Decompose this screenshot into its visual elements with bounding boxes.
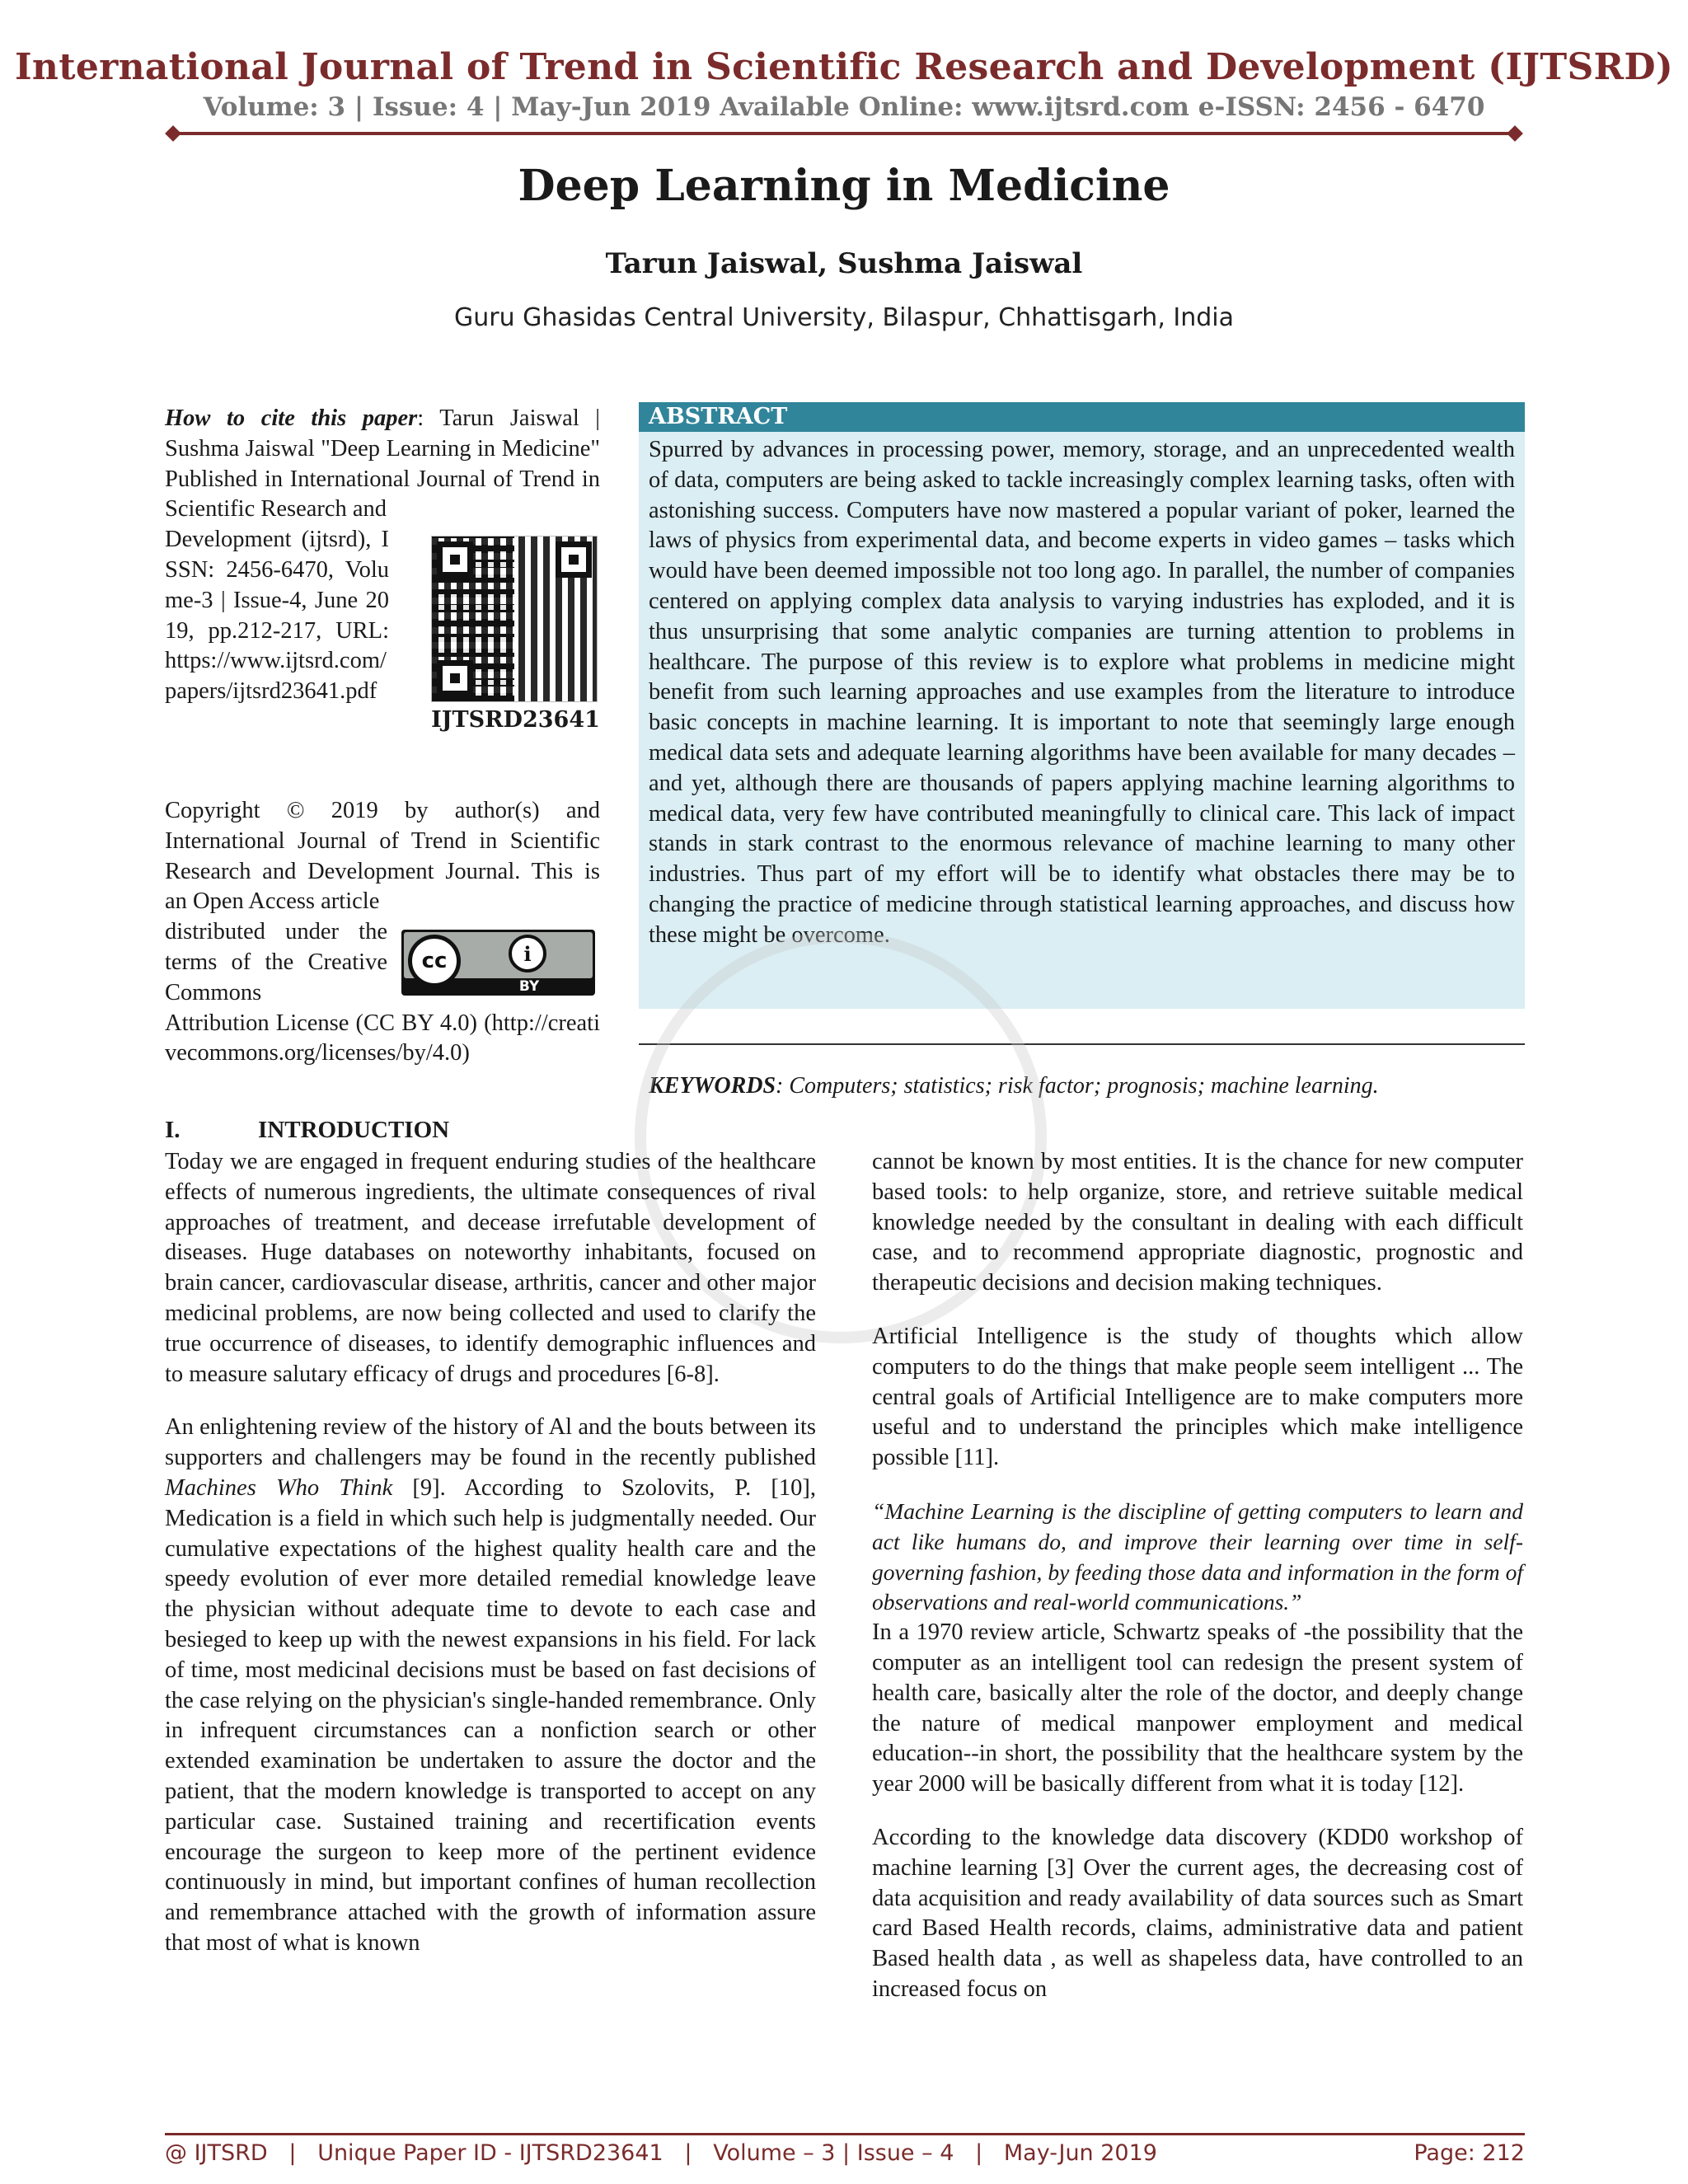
abstract-text: Spurred by advances in processing power, memory, storage, and an unprecedented wealth of data, computers are being asked to tackle increasingly complex learning tasks, often with astonishing success. Computers have now mastered a popular variant of poker, learned the laws of physics from experimental data, and become experts in video games – tasks which would have been deemed impossible not too long ago. In parallel, the number of companies centered on applying complex data analysis to varying industries has exploded, and it is thus unsurprising that some analytic companies are turning attention to problems in healthcare. The purpose of this review is to explore what problems in medicine might benefit from such learning approaches and use examples from the literature to introduce basic concepts in machine learning. It is important to note that seemingly large enough medical data sets and adequate learning algorithms have been available for many decades – and yet, although there are thousands of papers applying machine learning algorithms to medical data, very few have contributed meaningfully to clinical care. This lack of impact stands in stark contrast to the enormous relevance of machine learning to many other industries. Thus part of my effort will be to identify what obstacles there may be to changing the practice of medicine through statistical learning approaches, and discuss how these might be overcome.: [649, 437, 1515, 948]
paper-affiliation: Guru Ghasidas Central University, Bilaspur, Chhattisgarh, India: [453, 303, 1235, 332]
intro-paragraph-2: [165, 1413, 816, 1958]
footer-rule: [165, 2133, 1525, 2135]
footer-date: May-Jun 2019: [1003, 2140, 1157, 2166]
keywords-rule: [639, 1043, 1525, 1045]
copyright-text-narrow: distributed under the terms of the Creative Commons: [165, 919, 387, 1005]
footer-volume: Volume – 3 | Issue – 4: [713, 2140, 954, 2166]
by-label: BY: [518, 978, 540, 995]
ml-definition-quote: “Machine Learning is the discipline of getting computers to learn and act like humans do, and improve their learning over time in self-governing fashion, by feeding those data and information in the form of observations and real-world communications.”: [872, 1497, 1523, 1615]
citation-label: How to cite this paper: [165, 405, 418, 431]
footer-org: @ IJTSRD: [165, 2140, 268, 2166]
header-rule: [173, 132, 1515, 135]
qr-code-image: [431, 536, 598, 702]
journal-meta: Volume: 3 | Issue: 4 | May-Jun 2019 Available Online: www.ijtsrd.com e-ISSN: 2456 - 6470: [203, 92, 1485, 122]
abstract-heading: ABSTRACT: [639, 402, 1525, 432]
cc-by-license-badge[interactable]: [401, 930, 595, 996]
intro-paragraph-4: Artificial Intelligence is the study of thoughts which allow computers to do the things that make people seem intelligent ... The central goals of Artificial Intelligence are to make computers more useful and to understand the principles which make intelligence possible [11].: [872, 1323, 1523, 1471]
intro-paragraph-6: According to the knowledge data discovery (KDD0 workshop of machine learning [3] Over the current ages, the decreasing cost of data acquisition and ready availability of data sources such as Smart card Based Health records, claims, administrative data and patient Based health data , as well as shapeless data, have controlled to an increased focus on: [872, 1824, 1523, 2002]
paper-authors: Tarun Jaiswal, Sushma Jaiswal: [605, 247, 1083, 280]
keywords-text: : Computers; statistics; risk factor; prognosis; machine learning.: [776, 1073, 1379, 1099]
intro-paragraph-2-start: An enlightening review of the history of Al and the bouts between its supporters and challengers may be found in the recently published: [165, 1414, 816, 1471]
footer-paper-id: Unique Paper ID - IJTSRD23641: [317, 2140, 663, 2166]
journal-title: International Journal of Trend in Scientific Research and Development (IJTSRD): [15, 46, 1673, 88]
rule-diamond-right: [1507, 125, 1523, 142]
citation-text: : Tarun Jaiswal | Sushma Jaiswal "Deep Learning in Medicine" Published in International Journal of Trend in Scientific Research and: [165, 405, 600, 523]
paper-id-label: IJTSRD23641: [431, 707, 600, 733]
intro-paragraph-5: In a 1970 review article, Schwartz speaks of -the possibility that the computer as an intelligent tool can redesign the present system of health care, basically alter the role of the doctor, and deeply change the nature of medical manpower employment and medical education--in short, the possibility that the healthcare system by the year 2000 will be basically different from what it is today [12].: [872, 1619, 1523, 1797]
intro-paragraph-3: cannot be known by most entities. It is the chance for new computer based tools: to help organize, store, and retrieve suitable medical knowledge needed by the consultant in dealing with each difficult case, and to recommend appropriate diagnostic, prognostic and therapeutic decisions and decision making techniques.: [872, 1149, 1523, 1296]
section-title: INTRODUCTION: [258, 1117, 450, 1143]
rule-diamond-left: [165, 125, 181, 142]
copyright-text: Copyright © 2019 by author(s) and International Journal of Trend in Scientific Research and Development Journal. This is an Open Access article: [165, 798, 600, 915]
intro-paragraph-1: Today we are engaged in frequent enduring studies of the healthcare effects of numerous ingredients, the ultimate consequences of rival approaches of treatment, and decease irrefutable development of diseases. Huge databases on noteworthy inhabitants, focused on brain cancer, cardiovascular disease, arthritis, cancer and other major medicinal problems, are now being collected and used to clarify the true occurrence of diseases, to identify demographic influences and to measure salutary efficacy of drugs and procedures [6-8].: [165, 1149, 816, 1387]
intro-right-column: [872, 1147, 1523, 2005]
footer-page-number: Page: 212: [1414, 2140, 1525, 2166]
citation-text-narrow: Development (ijtsrd), ISSN: 2456-6470, Volume-3 | Issue-4, June 2019, pp.212-217, URL: https://www.ijtsrd.com/papers/ijtsrd23641.pdf: [165, 527, 389, 705]
attribution-icon: i: [509, 935, 546, 972]
section-heading: [165, 1117, 449, 1144]
paper-title: Deep Learning in Medicine: [518, 161, 1170, 211]
cc-icon: cc: [408, 935, 461, 987]
keywords-label: KEYWORDS: [649, 1073, 776, 1099]
section-number: I.: [165, 1117, 181, 1143]
page-footer: [165, 2140, 1525, 2166]
keywords-line: [649, 1073, 1525, 1099]
book-title: Machines Who Think: [165, 1474, 393, 1501]
copyright-license: Attribution License (CC BY 4.0) (http://creativecommons.org/licenses/by/4.0): [165, 1010, 600, 1066]
intro-left-column: [165, 1147, 816, 1959]
footer-separator: |: [288, 2140, 297, 2166]
footer-separator: |: [975, 2140, 983, 2166]
abstract-box: [639, 432, 1525, 1009]
footer-separator: |: [684, 2140, 692, 2166]
intro-paragraph-2-rest: [9]. According to Szolovits, P. [10], Medication is a field in which such help is judgmentally needed. Our cumulative expectations of the highest quality health care and the speedy evolution of ever more detailed remedial knowledge leave the physician without adequate time to devote to each case and besieged to keep up with the newest expansions in his field. For lack of time, most medicinal decisions must be based on fast decisions of the case relying on the physician's single-handed remembrance. Only in infrequent circumstances can a nonfiction search or other extended examination be undertaken to assure the doctor and the patient, that the modern knowledge is transported to accept on any particular case. Sustained training and recertification events encourage the surgeon to keep more of the pertinent evidence continuously in mind, but important confines of human recollection and remembrance attached with the growth of information assure that most of what is known: [165, 1474, 816, 1956]
